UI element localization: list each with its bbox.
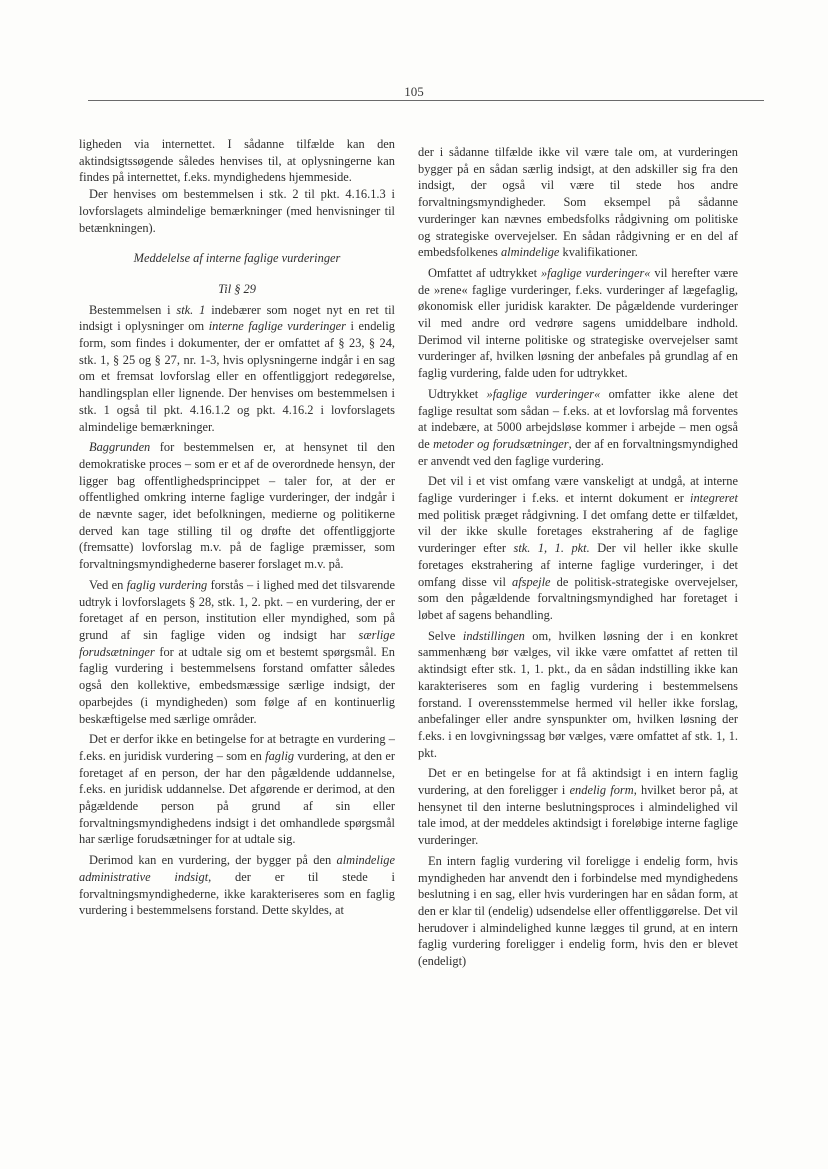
paragraph: Omfattet af udtrykket »faglige vurderinger« vil herefter være de »rene« faglige vurderinger, f.eks. vurderinger af lægefaglig, økonomisk eller juridisk karakter. De pågældende vurderinger vil med andre ord vedrøre sagens umiddelbare indhold. Derimod vil interne politiske og strategiske overvejelser samt vurderinger af, hvilken løsning der anbefales på grundlag af en faglig vurdering, falde uden for udtrykket.	[418, 265, 738, 381]
paragraph: der i sådanne tilfælde ikke vil være tale om, at vurderingen bygger på en sådan særlig indsigt, at den adskiller sig fra den indsigt, der også vil være til stede hos andre forvaltningsmyndigheder. Som eksempel på sådanne vurderinger kan nævnes embedsfolks rådgivning om politiske og strategiske overvejelser. En sådan rådgivning er en del af embedsfolkenes almindelige kvalifikationer.	[418, 145, 738, 260]
section-subheading: Til § 29	[218, 281, 256, 296]
header-rule	[88, 100, 764, 101]
paragraph: Det vil i et vist omfang være vanskeligt at undgå, at interne faglige vurderinger i f.eks. et internt dokument er integreret med politisk præget rådgivning. I det omfang dette er tilfældet, vil der ikke skulle foretages ekstrahering af de faglige vurderinger efter stk. 1, 1. pkt. Der vil heller ikke skulle foretages ekstrahering af interne faglige vurderinger, i det omfang disse vil afspejle de politisk-strategiske overvejelser, som den pågældende forvaltningsmyndighed har foretaget i løbet af sagens behandling.	[418, 474, 739, 622]
paragraph: Det er en betingelse for at få aktindsigt i en intern faglig vurdering, at den foreligger i endelig form, hvilket beror på, at hensynet til den interne beslutningsproces i almindelighed vil tale imod, at der meddeles aktindsigt i foreløbige interne faglige vurderinger.	[418, 766, 739, 848]
right-column	[418, 144, 738, 970]
left-column	[79, 136, 395, 919]
paragraph: ligheden via internettet. I sådanne tilfælde kan den aktindsigtssøgende således henvises til, at oplysningerne kan findes på internettet, f.eks. myndighedens hjemmeside.	[79, 137, 395, 185]
section-heading: Meddelelse af interne faglige vurderinger	[133, 251, 341, 266]
page-number: 105	[404, 84, 424, 99]
paragraph: Det er derfor ikke en betingelse for at betragte en vurdering – f.eks. en juridisk vurdering – som en faglig vurdering, at den er foretaget af en person, der har den pågældende uddannelse, f.eks. en juridisk uddannelse. Det afgørende er derimod, at den pågældende person på grund af sin eller forvaltningsmyndighedens indsigt i det omhandlede spørgsmål har særlige forudsætninger for at udtale sig.	[79, 732, 395, 847]
paragraph: Bestemmelsen i stk. 1 indebærer som noget nyt en ret til indsigt i oplysninger om interne faglige vurderinger i endelig form, som findes i dokumenter, der er omfattet af § 23, § 24, stk. 1, § 25 og § 27, nr. 1-3, hvis oplysningerne indgår i en sag om et fremsat lovforslag eller en offentliggjort redegørelse, handlingsplan eller lignende. Der henvises om bestemmelsen i stk. 1 også til pkt. 4.16.1.2 og pkt. 4.16.2 i lovforslagets almindelige bemærkninger.	[79, 302, 396, 434]
paragraph: En intern faglig vurdering vil foreligge i endelig form, hvis myndigheden har anvendt den i forbindelse med myndighedens beslutning i en sag, eller hvis vurderingen har en sådan form, at den er klar til (endelig) udsendelse eller offentliggørelse. Det vil herudover i almindelighed kunne lægges til grund, at en intern faglig vurdering foreligger i endelig form, hvis den er blevet (endeligt)	[418, 853, 738, 969]
paragraph: Selve indstillingen om, hvilken løsning der i en konkret sammenhæng bør vælges, vil ikke være omfattet af retten til aktindsigt efter stk. 1, 1. pkt., da en sådan indstilling ikke kan karakteriseres som en faglig vurdering i bestemmelsens forstand. I overensstemmelse hermed vil heller ikke forslag, anbefalinger eller andre synspunkter om, hvilken løsning der f.eks. i en lovgivningssag bør vælges, være omfattet af stk. 1, 1. pkt.	[418, 628, 738, 760]
paragraph: Udtrykket »faglige vurderinger« omfatter ikke alene det faglige resultat som sådan – f.eks. at et lovforslag må forventes at indebære, at 5000 arbejdsløse kommer i arbejde – men også de metoder og forudsætninger, der af en forvaltningsmyndighed er anvendt ved den faglige vurdering.	[418, 386, 739, 468]
paragraph: Der henvises om bestemmelsen i stk. 2 til pkt. 4.16.1.3 i lovforslagets almindelige bemærkninger (med henvisninger til betænkningen).	[79, 187, 395, 235]
paragraph: Derimod kan en vurdering, der bygger på den almindelige administrative indsigt, der er til stede i forvaltningsmyndighederne, ikke karakteriseres som en faglig vurdering i bestemmelsens forstand. Dette skyldes, at	[79, 853, 395, 918]
paragraph: Baggrunden for bestemmelsen er, at hensynet til den demokratiske proces – som er et af de overordnede hensyn, der ligger bag offentlighedsprincippet – taler for, at der er offentlighed omkring interne faglige vurderinger, der indgår i de nævnte sager, idet befolkningen, medierne og politikerne derved kan tage stilling til og drøfte det offentliggjorte (fremsatte) lovforslag m.v. på de faglige præmisser, som forvaltningsmyndighederne baserer forslaget m.v. på.	[79, 440, 395, 572]
paragraph: Ved en faglig vurdering forstås – i lighed med det tilsvarende udtryk i lovforslagets § 28, stk. 1, 2. pkt. – en vurdering, der er foretaget af en person, institution eller myndighed, som på grund af sin faglige viden og indsigt har særlige forudsætninger for at udtale sig om et bestemt spørgsmål. En faglig vurdering i bestemmelsens forstand omfatter således også den kollektive, embedsmæssige særlige indsigt, der oparbejdes (i myndigheden) som følge af en kontinuerlig beskæftigelse med særlige områder.	[79, 577, 395, 726]
